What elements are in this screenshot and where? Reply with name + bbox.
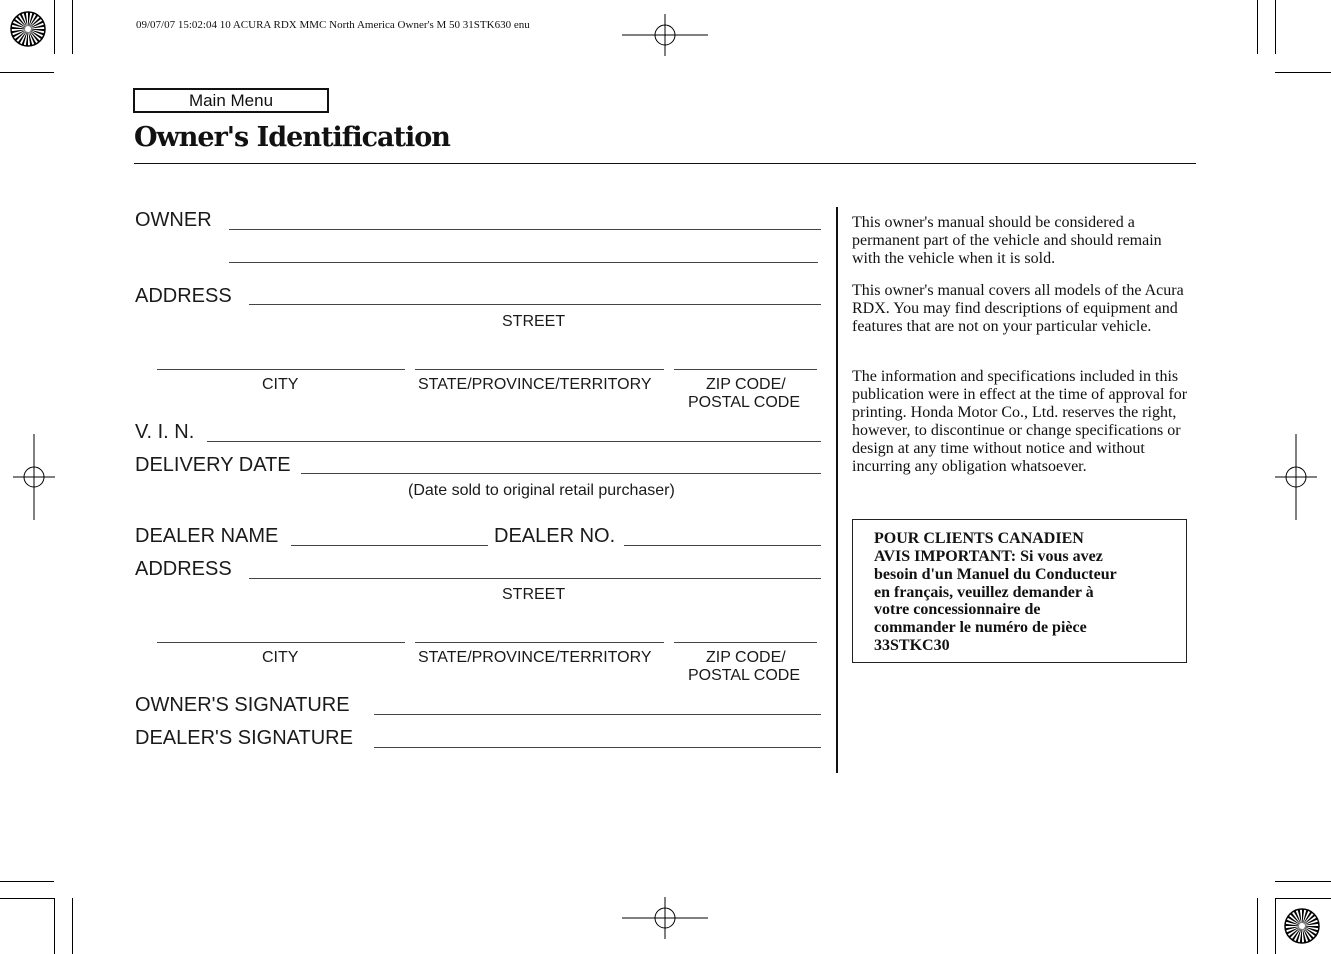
owner-field-2[interactable] <box>229 262 818 263</box>
dealer-street-field[interactable] <box>249 578 821 579</box>
owner-label: OWNER <box>135 209 212 231</box>
notice-line: POUR CLIENTS CANADIEN <box>874 530 1084 547</box>
city-field[interactable] <box>157 369 405 370</box>
dealer-zip-field[interactable] <box>674 642 817 643</box>
main-menu-button[interactable]: Main Menu <box>133 88 329 113</box>
dealer-postal-code-label: POSTAL CODE <box>688 667 801 684</box>
dealer-city-field[interactable] <box>157 642 405 643</box>
sunburst-target-icon <box>9 10 47 48</box>
crosshair-icon <box>1275 434 1317 520</box>
zip-label: ZIP CODE/ <box>706 376 786 393</box>
crosshair-icon <box>622 897 708 939</box>
notice-line: AVIS IMPORTANT: Si vous avez <box>874 548 1103 565</box>
dealer-address-label: ADDRESS <box>135 558 232 580</box>
postal-code-label: POSTAL CODE <box>688 394 801 411</box>
state-field[interactable] <box>415 369 664 370</box>
info-paragraph-2: This owner's manual covers all models of the Acura RDX. You may find descriptions of equipment and features that are not on your particular vehicle. <box>852 282 1184 335</box>
page-title: Owner's Identification <box>134 122 450 153</box>
vin-field[interactable] <box>207 441 821 442</box>
owner-signature-field[interactable] <box>374 714 821 715</box>
dealer-signature-field[interactable] <box>374 747 821 748</box>
notice-line: en français, veuillez demander à <box>874 584 1094 601</box>
crosshair-icon <box>13 434 55 520</box>
address-street-field[interactable] <box>249 304 821 305</box>
vin-label: V. I. N. <box>135 421 195 443</box>
zip-field[interactable] <box>674 369 817 370</box>
notice-line: votre concessionnaire de <box>874 601 1041 618</box>
sunburst-target-icon <box>1283 907 1321 945</box>
delivery-date-label: DELIVERY DATE <box>135 454 291 476</box>
column-divider <box>836 207 838 773</box>
dealer-zip-label: ZIP CODE/ <box>706 649 786 666</box>
title-divider <box>134 163 1196 164</box>
info-paragraph-3: The information and specifications included in this publication were in effect at the time of approval for printing. Honda Motor Co., Ltd. reserves the right, however, to discontinue or change specifications or design at any time without notice and without incurring any obligation whatsoever. <box>852 368 1188 475</box>
dealer-number-field[interactable] <box>624 545 821 546</box>
dealer-number-label: DEALER NO. <box>494 525 616 547</box>
state-label: STATE/PROVINCE/TERRITORY <box>418 376 652 393</box>
street-label: STREET <box>502 313 566 330</box>
notice-line: commander le numéro de pièce <box>874 619 1087 636</box>
info-paragraph-1: This owner's manual should be considered a permanent part of the vehicle and should remain with the vehicle when it is sold. <box>852 214 1162 267</box>
print-header: 09/07/07 15:02:04 10 ACURA RDX MMC North America Owner's M 50 31STK630 enu <box>136 19 530 31</box>
delivery-date-note: (Date sold to original retail purchaser) <box>408 482 675 499</box>
dealer-name-field[interactable] <box>291 545 488 546</box>
notice-line: besoin d'un Manuel du Conducteur <box>874 566 1117 583</box>
owner-field[interactable] <box>229 229 821 230</box>
crosshair-icon <box>622 14 708 56</box>
dealer-signature-label: DEALER'S SIGNATURE <box>135 727 353 749</box>
canadian-notice-box <box>852 519 1187 663</box>
dealer-name-label: DEALER NAME <box>135 525 279 547</box>
owner-signature-label: OWNER'S SIGNATURE <box>135 694 350 716</box>
dealer-city-label: CITY <box>262 649 299 666</box>
dealer-state-label: STATE/PROVINCE/TERRITORY <box>418 649 652 666</box>
notice-line: 33STKC30 <box>874 637 950 654</box>
dealer-street-label: STREET <box>502 586 566 603</box>
delivery-date-field[interactable] <box>301 473 821 474</box>
dealer-state-field[interactable] <box>415 642 664 643</box>
city-label: CITY <box>262 376 299 393</box>
address-label: ADDRESS <box>135 285 232 307</box>
